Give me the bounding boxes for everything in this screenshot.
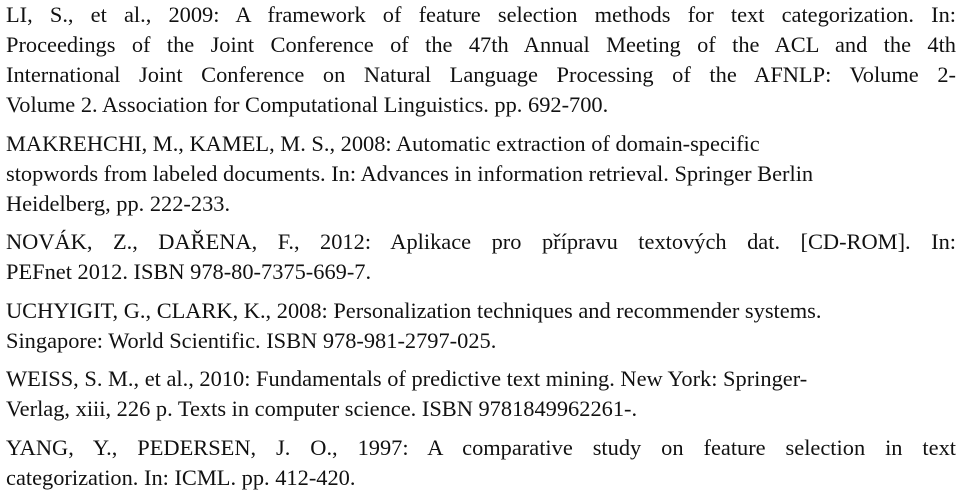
reference-line: NOVÁK, Z., DAŘENA, F., 2012: Aplikace pro přípravu textových dat. [CD-ROM]. In: (6, 229, 956, 254)
reference-line: Proceedings of the Joint Conference of the 47th Annual Meeting of the ACL and the 4th (6, 32, 956, 57)
reference-line: MAKREHCHI, M., KAMEL, M. S., 2008: Automatic extraction of domain-specific (6, 130, 760, 156)
reference-line: UCHYIGIT, G., CLARK, K., 2008: Personalization techniques and recommender systems. (6, 297, 822, 323)
reference-line: Verlag, xiii, 226 p. Texts in computer science. ISBN 9781849962261-. (6, 396, 638, 421)
reference-entry-weiss-2010 (6, 364, 956, 424)
reference-entry-makrehchi-2008 (6, 129, 956, 219)
reference-line: Singapore: World Scientific. ISBN 978-981-2797-025. (6, 327, 497, 353)
reference-entry-novak-2012 (6, 227, 956, 287)
reference-line: YANG, Y., PEDERSEN, J. O., 1997: A comparative study on feature selection in text (6, 434, 956, 460)
reference-line: stopwords from labeled documents. In: Advances in information retrieval. Springer Berlin (6, 160, 814, 186)
reference-line: Volume 2. Association for Computational Linguistics. pp. 692-700. (6, 92, 609, 117)
reference-entry-yang-1997 (6, 433, 956, 493)
reference-line: Heidelberg, pp. 222-233. (6, 190, 231, 216)
reference-list (6, 0, 956, 501)
reference-line: categorization. In: ICML. pp. 412-420. (6, 464, 356, 490)
reference-line: International Joint Conference on Natural Language Processing of the AFNLP: Volume 2- (6, 62, 956, 87)
reference-line: PEFnet 2012. ISBN 978-80-7375-669-7. (6, 259, 372, 284)
reference-line: LI, S., et al., 2009: A framework of feature selection methods for text categorization. In: (6, 2, 956, 27)
reference-entry-uchyigit-2008 (6, 296, 956, 356)
reference-entry-li-2009 (6, 0, 956, 120)
reference-line: WEISS, S. M., et al., 2010: Fundamentals of predictive text mining. New York: Springer- (6, 366, 808, 391)
